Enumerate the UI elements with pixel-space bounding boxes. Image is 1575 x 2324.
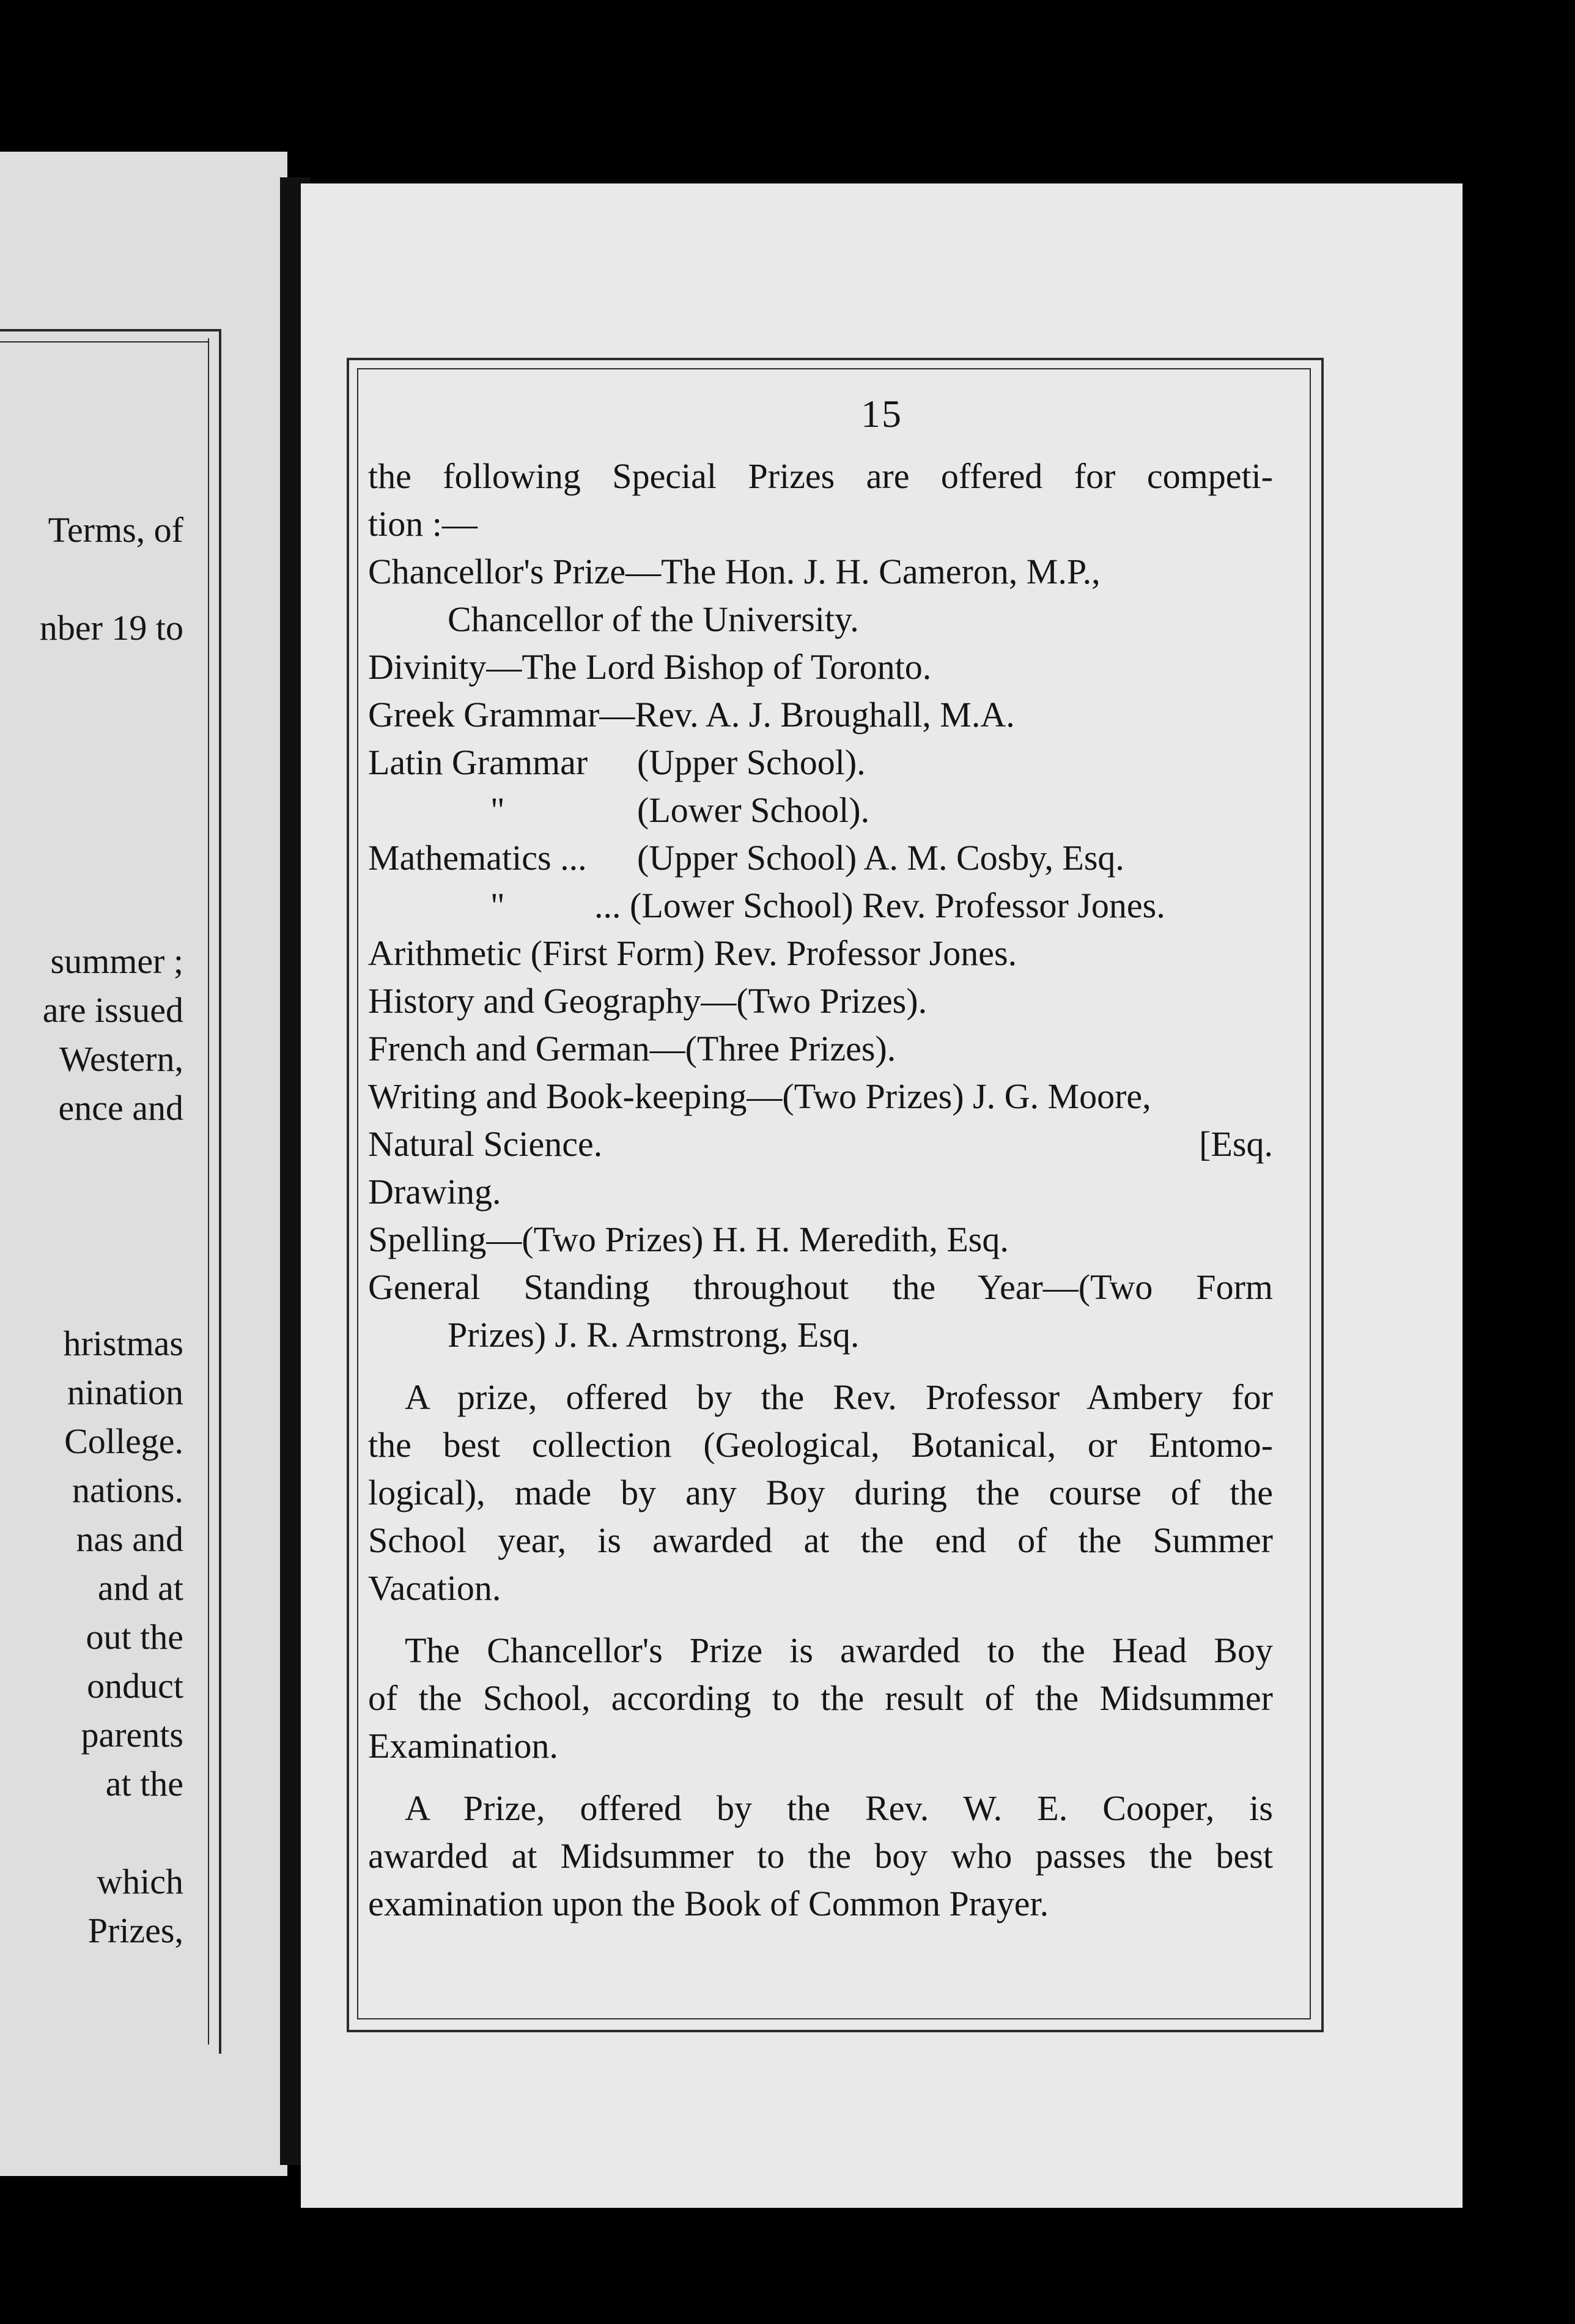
prize-tail: [Esq. (1199, 1124, 1273, 1164)
prize-line (368, 739, 1273, 786)
prize-detail: (Upper School). (637, 742, 866, 782)
prize-detail: (Lower School). (637, 790, 870, 830)
left-page-line: which (97, 1862, 183, 1901)
prize-line: Writing and Book-keeping—(Two Prizes) J. G. Moore, (368, 1076, 1151, 1116)
left-page-line: out the (86, 1617, 183, 1657)
prize-line (368, 882, 1273, 930)
intro-line: the following Special Prizes are offered for competi- (368, 456, 1273, 496)
left-page-border (219, 329, 221, 2054)
left-page-border-inner (208, 338, 209, 2045)
paragraph-line: examination upon the Book of Common Prayer. (368, 1884, 1049, 1923)
prize-text: Natural Science. (368, 1124, 603, 1164)
paragraph-line: A prize, offered by the Rev. Professor Ambery for (405, 1377, 1273, 1417)
left-page-line: hristmas (63, 1323, 183, 1363)
prize-detail: (Upper School) A. M. Cosby, Esq. (637, 838, 1124, 878)
left-page-line: summer ; (50, 941, 183, 981)
left-page-line: are issued (42, 990, 183, 1030)
left-page-line: parents (81, 1715, 183, 1755)
left-page-line: Western, (59, 1039, 183, 1079)
left-page-fragment (0, 152, 287, 2176)
page-number: 15 (861, 392, 902, 435)
paragraph-line: The Chancellor's Prize is awarded to the Head Boy (405, 1630, 1273, 1670)
prize-line: Spelling—(Two Prizes) H. H. Meredith, Esq. (368, 1219, 1009, 1259)
left-page-line: at the (105, 1764, 183, 1804)
left-page-line: Prizes, (87, 1911, 183, 1950)
prize-line: Chancellor of the University. (448, 599, 859, 639)
left-page-line: and at (97, 1568, 183, 1608)
intro-line: tion :— (368, 504, 478, 544)
prize-line: Chancellor's Prize—The Hon. J. H. Cameron, M.P., (368, 552, 1101, 591)
left-page-line: College. (64, 1421, 183, 1461)
left-page-line: nas and (76, 1519, 183, 1559)
paragraph-line: Examination. (368, 1726, 558, 1766)
prize-line (368, 1120, 1273, 1168)
prize-line: Drawing. (368, 1172, 501, 1212)
paragraph-line: of the School, according to the result of the Midsummer (368, 1678, 1273, 1718)
prize-line: Greek Grammar—Rev. A. J. Broughall, M.A. (368, 695, 1015, 735)
page-body (368, 453, 1273, 1928)
paragraph-line: Vacation. (368, 1568, 501, 1608)
ditto-mark: " (490, 886, 505, 925)
left-page-border-top-inner (0, 341, 209, 342)
prize-line: Prizes) J. R. Armstrong, Esq. (448, 1315, 860, 1355)
paragraph-line: awarded at Midsummer to the boy who passes the best (368, 1836, 1273, 1876)
ditto-mark: " (490, 790, 505, 830)
prize-detail: ... (Lower School) Rev. Professor Jones. (594, 886, 1165, 925)
prize-line: Arithmetic (First Form) Rev. Professor Jones. (368, 933, 1017, 973)
prize-line: French and German—(Three Prizes). (368, 1029, 896, 1068)
prize-line (368, 786, 1273, 834)
prize-line: History and Geography—(Two Prizes). (368, 981, 928, 1021)
prize-line: Divinity—The Lord Bishop of Toronto. (368, 647, 932, 687)
paragraph-line: logical), made by any Boy during the course of the (368, 1473, 1273, 1512)
left-page-line: ence and (58, 1088, 183, 1128)
left-page-line: nations. (72, 1470, 183, 1510)
left-page-line: onduct (87, 1666, 183, 1706)
left-page-line: nination (67, 1372, 183, 1412)
right-page (301, 183, 1462, 2208)
prize-line: General Standing throughout the Year—(Two Form (368, 1267, 1273, 1307)
prize-subject: Mathematics ... (368, 838, 587, 878)
paragraph-line: School year, is awarded at the end of the Summer (368, 1520, 1273, 1560)
prize-line (368, 834, 1273, 882)
paragraph-line: the best collection (Geological, Botanical, or Entomo- (368, 1425, 1273, 1465)
prize-subject: Latin Grammar (368, 742, 588, 782)
paragraph-line: A Prize, offered by the Rev. W. E. Cooper, is (405, 1788, 1273, 1828)
left-page-line: Terms, of (48, 510, 183, 550)
left-page-border-top (0, 329, 221, 331)
left-page-line: nber 19 to (39, 608, 183, 648)
